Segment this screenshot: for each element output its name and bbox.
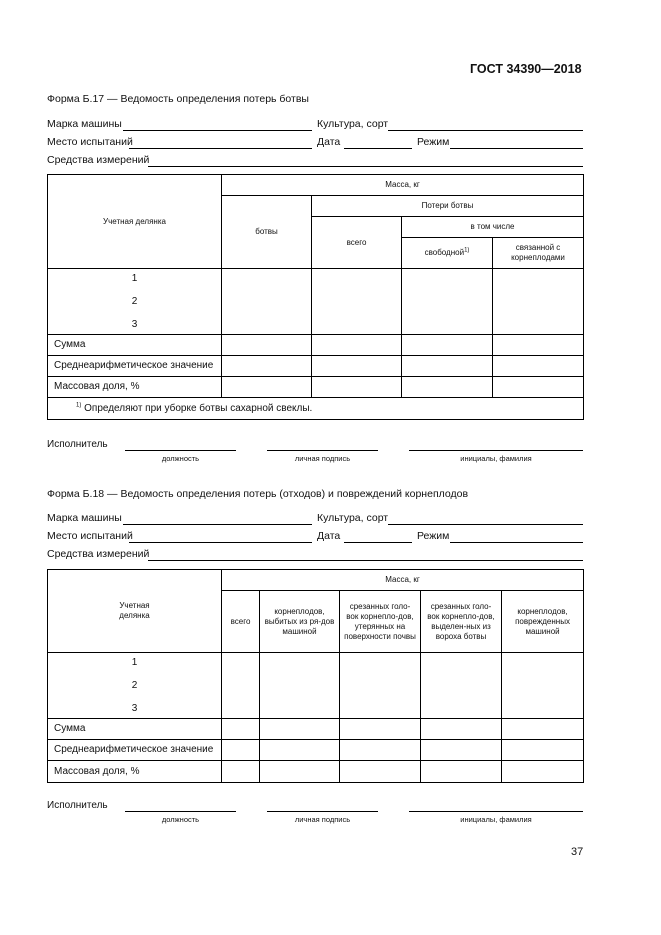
bound-header: связанной с корнеплодами [493,238,584,269]
total-header: всего [312,217,402,269]
cell[interactable] [222,761,260,783]
plot-header: Учетная делянка [48,175,222,269]
cell[interactable] [502,653,584,719]
sum-label: Сумма [48,719,222,740]
cell[interactable] [402,335,493,356]
cell[interactable] [421,740,502,761]
sum-label: Сумма [48,335,222,356]
name-field[interactable] [409,811,583,812]
cell[interactable] [340,761,421,783]
name-caption: инициалы, фамилия [460,815,532,824]
avg-label: Среднеарифметическое значение [48,356,222,377]
form18-line-place [47,530,583,544]
cell[interactable] [260,719,340,740]
col-lost-heads: срезанных голо-вок корнепло-дов, утерянных на поверхности почвы [340,591,421,653]
cell[interactable] [312,377,402,398]
plot-header: Учетная делянка [48,570,222,653]
cell[interactable] [502,719,584,740]
means-field[interactable] [148,166,583,167]
date-label: Дата [317,136,341,148]
cell[interactable] [222,740,260,761]
plot-2: 2 [131,679,138,691]
standard-number: ГОСТ 34390—2018 [470,62,582,76]
cell[interactable] [402,269,493,335]
cell[interactable] [402,377,493,398]
form18-signature [47,800,583,826]
means-label: Средства измерений [47,548,150,560]
mode-label: Режим [417,136,450,148]
culture-label: Культура, сорт [317,512,389,524]
mass-header: Масса, кг [222,570,584,591]
cell[interactable] [222,269,312,335]
executor-label: Исполнитель [47,439,108,450]
cell[interactable] [421,761,502,783]
form18-line-means [47,548,583,562]
cell[interactable] [312,335,402,356]
col-knocked-out: корнеплодов, выбитых из ря-дов машиной [260,591,340,653]
mode-label: Режим [417,530,450,542]
form17-signature [47,439,583,465]
position-caption: должность [161,454,200,463]
culture-field[interactable] [388,130,583,131]
cell[interactable] [260,740,340,761]
tops-header: ботвы [222,196,312,269]
cell[interactable] [493,335,584,356]
sign-field[interactable] [267,811,378,812]
place-label: Место испытаний [47,530,133,542]
mode-field[interactable] [450,148,583,149]
position-caption: должность [161,815,200,824]
form18-line-machine [47,512,583,526]
cell[interactable] [222,377,312,398]
means-field[interactable] [148,560,583,561]
cell[interactable] [312,356,402,377]
cell[interactable] [260,761,340,783]
form17-table [47,174,584,420]
cell[interactable] [421,719,502,740]
executor-label: Исполнитель [47,800,108,811]
plot-2: 2 [131,295,138,307]
machine-field[interactable] [123,524,312,525]
cell[interactable] [340,653,421,719]
culture-field[interactable] [388,524,583,525]
loss-header: Потери ботвы [312,196,584,217]
cell[interactable] [260,653,340,719]
total-header: всего [222,591,260,653]
form18-table [47,569,584,783]
incl-header: в том числе [402,217,584,238]
cell[interactable] [312,269,402,335]
cell[interactable] [340,740,421,761]
machine-field[interactable] [123,130,312,131]
machine-label: Марка машины [47,512,122,524]
position-field[interactable] [125,450,236,451]
cell[interactable] [402,356,493,377]
cell[interactable] [502,761,584,783]
mode-field[interactable] [450,542,583,543]
plot-3: 3 [131,318,138,330]
form17-line-place [47,136,583,150]
date-label: Дата [317,530,341,542]
plot-numbers [48,269,222,335]
means-label: Средства измерений [47,154,150,166]
cell[interactable] [222,335,312,356]
place-label: Место испытаний [47,136,133,148]
form17-title: Форма Б.17 — Ведомость определения потерь ботвы [47,93,309,105]
share-label: Массовая доля, % [48,761,222,783]
name-field[interactable] [409,450,583,451]
col-damaged: корнеплодов, поврежденных машиной [502,591,584,653]
sign-caption: личная подпись [294,815,351,824]
cell[interactable] [222,356,312,377]
cell[interactable] [502,740,584,761]
form17-line-means [47,154,583,168]
sign-caption: личная подпись [294,454,351,463]
form18-title: Форма Б.18 — Ведомость определения потерь (отходов) и повреждений корнеплодов [47,488,469,500]
sign-field[interactable] [267,450,378,451]
cell[interactable] [493,269,584,335]
plot-1: 1 [131,272,138,284]
machine-label: Марка машины [47,118,122,130]
position-field[interactable] [125,811,236,812]
share-label: Массовая доля, % [48,377,222,398]
culture-label: Культура, сорт [317,118,389,130]
mass-header: Масса, кг [222,175,584,196]
place-field[interactable] [129,542,312,543]
cell[interactable] [421,653,502,719]
free-header: свободной$^{1)}$ [402,238,493,269]
page-number: 37 [571,846,584,858]
cell[interactable] [222,719,260,740]
footnote: $^{1)}$ Определяют при уборке ботвы сахарной свеклы. [48,398,584,420]
col-separated-heads: срезанных голо-вок корнепло-дов, выделен-ных из вороха ботвы [421,591,502,653]
date-field[interactable] [344,542,412,543]
place-field[interactable] [129,148,312,149]
date-field[interactable] [344,148,412,149]
cell[interactable] [493,377,584,398]
cell[interactable] [222,653,260,719]
name-caption: инициалы, фамилия [460,454,532,463]
cell[interactable] [493,356,584,377]
cell[interactable] [340,719,421,740]
avg-label: Среднеарифметическое значение [48,740,222,761]
plot-1: 1 [131,656,138,668]
plot-3: 3 [131,702,138,714]
plot-numbers [48,653,222,719]
form17-line-machine [47,118,583,132]
